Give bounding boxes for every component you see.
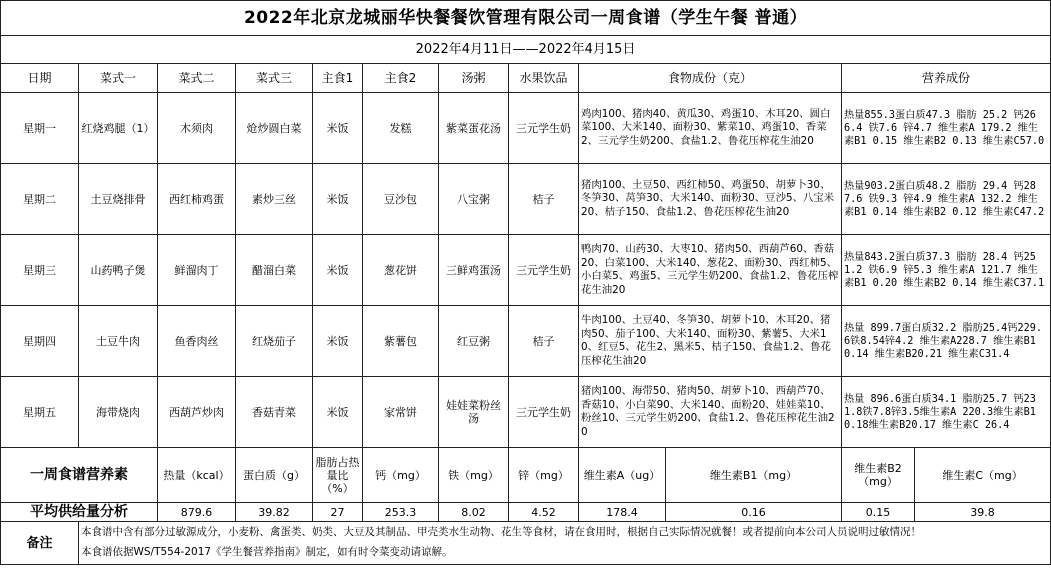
weekly-value-vitamin-b2: 0.15	[842, 503, 915, 522]
header-dish1: 菜式一	[79, 64, 158, 93]
weekly-value-iron: 8.02	[439, 503, 509, 522]
header-dish2: 菜式二	[158, 64, 236, 93]
staple2-cell: 紫薯包	[363, 306, 439, 377]
nutrition-cell: 热量843.2蛋白质37.3 脂肪 28.4 钙251.2 铁6.9 锌5.3 维生素A 121.7 维生素B1 0.20 维生素B2 0.14 维生素C37.1	[842, 235, 1051, 306]
fruit-cell: 三元学生奶	[509, 377, 579, 448]
staple2-cell: 发糕	[363, 93, 439, 164]
ingredients-cell: 鸡肉100、猪肉40、黄瓜30、鸡蛋10、木耳20、圆白菜100、大米140、面粉30、紫菜10、鸡蛋10、香菜2、三元学生奶200、食盐1.2、鲁花压榨花生油20	[579, 93, 842, 164]
weekly-values-row	[1, 503, 1051, 522]
table-row	[1, 93, 1051, 164]
ingredients-cell: 鸭肉70、山药30、大枣10、猪肉50、西葫芦60、香菇20、白菜100、大米140、葱花2、面粉30、西红柿5、小白菜5、鸡蛋5、三元学生奶200、食盐1.2、鲁花压榨花生油20	[579, 235, 842, 306]
dish2-cell: 鲜溜肉丁	[158, 235, 236, 306]
header-staple1: 主食1	[313, 64, 363, 93]
header-fruit: 水果饮品	[509, 64, 579, 93]
ingredients-cell: 牛肉100、土豆40、冬笋30、胡萝卜10、木耳20、猪肉50、茄子100、大米140、面粉30、紫薯5、大米10、红豆5、花生2、黑米5、桔子150、食盐1.2、鲁花压榨花生油20	[579, 306, 842, 377]
nutrition-cell: 热量 899.7蛋白质32.2 脂肪25.4钙229.6铁8.54锌4.2 维生素A228.7 维生素B10.14 维生素B20.21 维生素C31.4	[842, 306, 1051, 377]
weekly-header-iron: 铁（mg）	[439, 448, 509, 503]
day-cell: 星期二	[1, 164, 79, 235]
staple1-cell: 米饭	[313, 235, 363, 306]
notes-label: 备注	[1, 522, 79, 565]
dish1-cell: 海带烧肉	[79, 377, 158, 448]
staple2-cell: 家常饼	[363, 377, 439, 448]
dish3-cell: 香菇青菜	[236, 377, 313, 448]
staple1-cell: 米饭	[313, 306, 363, 377]
weekly-header-vitamin-b1: 维生素B1（mg）	[666, 448, 842, 503]
dish3-cell: 醋溜白菜	[236, 235, 313, 306]
header-staple2: 主食2	[363, 64, 439, 93]
fruit-cell: 桔子	[509, 306, 579, 377]
day-cell: 星期五	[1, 377, 79, 448]
weekly-value-protein: 39.82	[236, 503, 313, 522]
weekly-value-energy: 879.6	[158, 503, 236, 522]
dish2-cell: 西红柿鸡蛋	[158, 164, 236, 235]
nutrition-cell: 热量855.3蛋白质47.3 脂肪 25.2 钙266.4 铁7.6 锌4.7 维生素A 179.2 维生素B1 0.15 维生素B2 0.13 维生素C57.0	[842, 93, 1051, 164]
header-ingredients: 食物成份（克）	[579, 64, 842, 93]
notes-row	[1, 522, 1051, 565]
staple1-cell: 米饭	[313, 164, 363, 235]
header-date: 日期	[1, 64, 79, 93]
staple2-cell: 豆沙包	[363, 164, 439, 235]
soup-cell: 三鲜鸡蛋汤	[439, 235, 509, 306]
dish2-cell: 鱼香肉丝	[158, 306, 236, 377]
weekly-value-fat-ratio: 27	[313, 503, 363, 522]
nutrition-cell: 热量 896.6蛋白质34.1 脂肪25.7 钙231.8铁7.8锌3.5维生素A 220.3维生素B1 0.18维生素B20.17 维生素C 26.4	[842, 377, 1051, 448]
weekly-header-row	[1, 448, 1051, 503]
avg-supply-label: 平均供给量分析	[1, 503, 158, 522]
soup-cell: 娃娃菜粉丝汤	[439, 377, 509, 448]
notes-allergen-line: 本食谱中含有部分过敏源成分，小麦粉、禽蛋类、奶类、大豆及其制品、甲壳类水生动物、花生等食材，请在食用时，根据自己实际情况就餐！或者提前向本公司人员说明过敏情况！	[81, 526, 921, 538]
table-row	[1, 235, 1051, 306]
fruit-cell: 三元学生奶	[509, 235, 579, 306]
day-cell: 星期一	[1, 93, 79, 164]
fruit-cell: 桔子	[509, 164, 579, 235]
soup-cell: 红豆粥	[439, 306, 509, 377]
weekly-header-fat-ratio: 脂肪占热量比（%）	[313, 448, 363, 503]
table-row	[1, 306, 1051, 377]
weekly-header-calcium: 钙（mg）	[363, 448, 439, 503]
weekly-header-vitamin-b2: 维生素B2（mg）	[842, 448, 915, 503]
weekly-value-zinc: 4.52	[509, 503, 579, 522]
header-soup: 汤粥	[439, 64, 509, 93]
header-nutrition: 营养成份	[842, 64, 1051, 93]
fruit-cell: 三元学生奶	[509, 93, 579, 164]
header-row	[1, 64, 1051, 93]
table-row	[1, 377, 1051, 448]
staple1-cell: 米饭	[313, 377, 363, 448]
dish3-cell: 素炒三丝	[236, 164, 313, 235]
dish2-cell: 木须肉	[158, 93, 236, 164]
weekly-header-vitamin-c: 维生素C（mg）	[915, 448, 1051, 503]
weekly-header-protein: 蛋白质（g）	[236, 448, 313, 503]
weekly-header-energy: 热量（kcal）	[158, 448, 236, 503]
header-dish3: 菜式三	[236, 64, 313, 93]
day-cell: 星期四	[1, 306, 79, 377]
weekly-value-vitamin-c: 39.8	[915, 503, 1051, 522]
dish1-cell: 土豆牛肉	[79, 306, 158, 377]
dish1-cell: 土豆烧排骨	[79, 164, 158, 235]
table-row	[1, 164, 1051, 235]
day-cell: 星期三	[1, 235, 79, 306]
staple2-cell: 葱花饼	[363, 235, 439, 306]
page-title: 2022年北京龙城丽华快餐餐饮管理有限公司一周食谱（学生午餐 普通）	[1, 1, 1051, 36]
soup-cell: 紫菜蛋花汤	[439, 93, 509, 164]
weekly-label: 一周食谱营养素	[1, 448, 158, 503]
ingredients-cell: 猪肉100、土豆50、西红柿50、鸡蛋50、胡萝卜30、冬笋30、莴笋30、大米140、面粉30、豆沙5、八宝米20、桔子150、食盐1.2、鲁花压榨花生油20	[579, 164, 842, 235]
soup-cell: 八宝粥	[439, 164, 509, 235]
dish3-cell: 红烧茄子	[236, 306, 313, 377]
dish1-cell: 红烧鸡腿（1）	[79, 93, 158, 164]
notes-body	[79, 522, 1051, 565]
notes-standard-line: 本食谱依据WS/T554-2017《学生餐营养指南》制定，如有时令菜变动请谅解。	[81, 546, 453, 558]
weekly-value-vitamin-a: 178.4	[579, 503, 666, 522]
dish1-cell: 山药鸭子煲	[79, 235, 158, 306]
weekly-value-calcium: 253.3	[363, 503, 439, 522]
dish3-cell: 炝炒圆白菜	[236, 93, 313, 164]
ingredients-cell: 猪肉100、海带50、猪肉50、胡萝卜10、西葫芦70、香菇10、小白菜90、大米140、面粉20、娃娃菜10、粉丝10、三元学生奶200、食盐1.2、鲁花压榨花生油20	[579, 377, 842, 448]
weekly-value-vitamin-b1: 0.16	[666, 503, 842, 522]
date-range: 2022年4月11日——2022年4月15日	[1, 36, 1051, 64]
dish2-cell: 西葫芦炒肉	[158, 377, 236, 448]
nutrition-cell: 热量903.2蛋白质48.2 脂肪 29.4 钙287.6 铁9.3 锌4.9 维生素A 132.2 维生素B1 0.14 维生素B2 0.12 维生素C47.2	[842, 164, 1051, 235]
weekly-header-zinc: 锌（mg）	[509, 448, 579, 503]
staple1-cell: 米饭	[313, 93, 363, 164]
weekly-header-vitamin-a: 维生素A（ug）	[579, 448, 666, 503]
